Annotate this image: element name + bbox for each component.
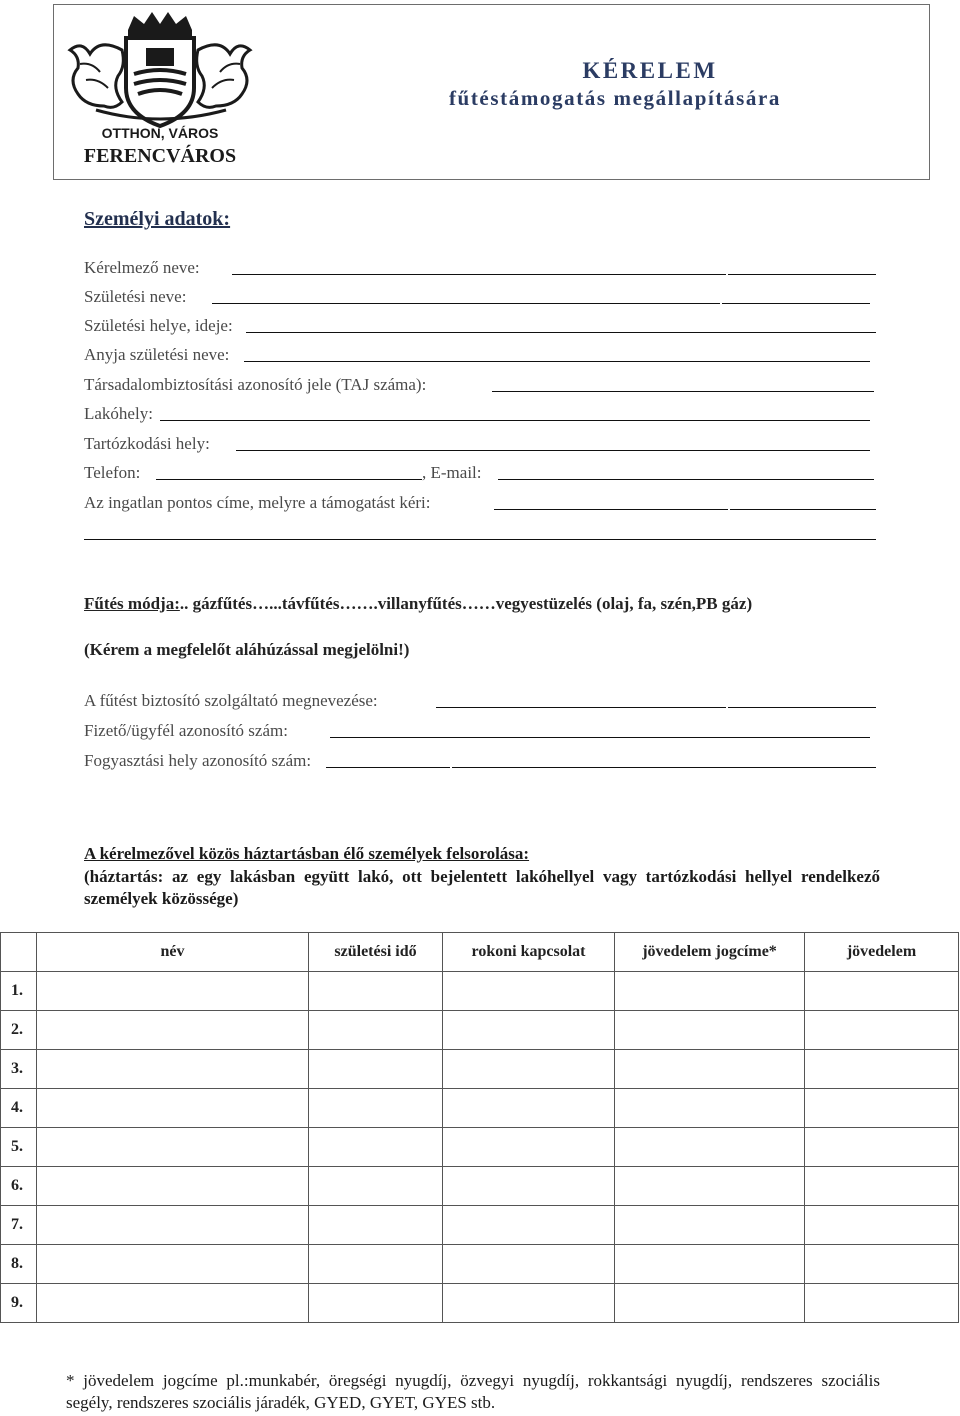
phone-label: Telefon:: [84, 463, 141, 482]
cell-income[interactable]: [805, 1128, 959, 1167]
birth-name-line[interactable]: [212, 303, 720, 304]
cell-relationship[interactable]: [443, 972, 615, 1011]
table-row: [1, 1089, 959, 1128]
cell-birth-date[interactable]: [309, 1128, 443, 1167]
cell-birth-date[interactable]: [309, 972, 443, 1011]
heating-type-label: Fűtés módja:: [84, 594, 180, 613]
cell-name[interactable]: [37, 1245, 309, 1284]
birth-name-line-2[interactable]: [722, 303, 870, 304]
table-row: [1, 1050, 959, 1089]
ferencvaros-coat-of-arms-logo: [56, 10, 271, 175]
row-number: 5.: [1, 1128, 37, 1167]
row-number: 6.: [1, 1167, 37, 1206]
svg-text:FERENCVÁROS: FERENCVÁROS: [83, 145, 237, 167]
cell-name[interactable]: [37, 1167, 309, 1206]
cell-relationship[interactable]: [443, 1050, 615, 1089]
temporary-residence-label: Tartózkodási hely:: [84, 434, 210, 453]
cell-income-type[interactable]: [615, 1284, 805, 1323]
email-line[interactable]: [498, 479, 874, 480]
applicant-name-label: Kérelmező neve:: [84, 258, 200, 277]
cell-birth-date[interactable]: [309, 1089, 443, 1128]
applicant-name-line-2[interactable]: [728, 274, 876, 275]
household-members-table: [0, 932, 959, 1323]
cell-relationship[interactable]: [443, 1284, 615, 1323]
heating-type-row: [84, 594, 752, 614]
taj-number-label: Társadalombiztosítási azonosító jele (TAJ száma):: [84, 375, 427, 394]
cell-income[interactable]: [805, 972, 959, 1011]
phone-line[interactable]: [156, 479, 422, 480]
cell-income-type[interactable]: [615, 1128, 805, 1167]
cell-name[interactable]: [37, 1128, 309, 1167]
cell-income-type[interactable]: [615, 1050, 805, 1089]
cell-income[interactable]: [805, 1245, 959, 1284]
row-number: 9.: [1, 1284, 37, 1323]
table-row: [1, 1128, 959, 1167]
row-number: 3.: [1, 1050, 37, 1089]
birth-place-date-line[interactable]: [246, 332, 876, 333]
cell-income-type[interactable]: [615, 972, 805, 1011]
cell-income-type[interactable]: [615, 1245, 805, 1284]
cell-name[interactable]: [37, 1011, 309, 1050]
document-subtitle: fűtéstámogatás megállapítására: [448, 86, 782, 110]
cell-birth-date[interactable]: [309, 1245, 443, 1284]
mother-name-line[interactable]: [244, 361, 870, 362]
residence-label: Lakóhely:: [84, 404, 153, 423]
birth-place-date-label: Születési helye, ideje:: [84, 316, 233, 335]
household-description: (háztartás: az egy lakásban együtt lakó, ott bejelentett lakóhellyel vagy tartózkodási hellyel rendelkező személyek közössége): [84, 867, 880, 908]
table-header-income-type: jövedelem jogcíme*: [615, 933, 805, 972]
cell-birth-date[interactable]: [309, 1050, 443, 1089]
table-row: [1, 1011, 959, 1050]
cell-relationship[interactable]: [443, 1128, 615, 1167]
svg-text:OTTHON, VÁROS: OTTHON, VÁROS: [101, 125, 219, 141]
heating-type-note: (Kérem a megfelelőt aláhúzással megjelölni!): [84, 640, 410, 659]
consumption-place-id-label: Fogyasztási hely azonosító szám:: [84, 751, 312, 770]
cell-relationship[interactable]: [443, 1206, 615, 1245]
heating-type-options[interactable]: .. gázfűtés…...távfűtés…….villanyfűtés……vegyestüzelés (olaj, fa, szén,PB gáz): [179, 594, 753, 613]
taj-number-line[interactable]: [492, 391, 874, 392]
table-row: [1, 1245, 959, 1284]
cell-name[interactable]: [37, 1089, 309, 1128]
row-number: 4.: [1, 1089, 37, 1128]
cell-name[interactable]: [37, 1206, 309, 1245]
cell-birth-date[interactable]: [309, 1284, 443, 1323]
birth-name-label: Születési neve:: [84, 287, 187, 306]
cell-income-type[interactable]: [615, 1011, 805, 1050]
cell-relationship[interactable]: [443, 1089, 615, 1128]
property-address-label: Az ingatlan pontos címe, melyre a támogatást kéri:: [84, 493, 431, 512]
payer-id-label: Fizető/ügyfél azonosító szám:: [84, 721, 288, 740]
cell-income[interactable]: [805, 1089, 959, 1128]
cell-birth-date[interactable]: [309, 1206, 443, 1245]
cell-income-type[interactable]: [615, 1206, 805, 1245]
cell-birth-date[interactable]: [309, 1011, 443, 1050]
cell-name[interactable]: [37, 972, 309, 1011]
table-header-birth-date: születési idő: [309, 933, 443, 972]
row-number: 8.: [1, 1245, 37, 1284]
row-number: 7.: [1, 1206, 37, 1245]
consumption-place-id-line[interactable]: [326, 767, 450, 768]
cell-income[interactable]: [805, 1206, 959, 1245]
table-row: [1, 1284, 959, 1323]
personal-data-heading: Személyi adatok:: [84, 208, 231, 230]
table-header-row: [1, 933, 959, 972]
household-heading: A kérelmezővel közös háztartásban élő személyek felsorolása:: [84, 844, 530, 863]
cell-income-type[interactable]: [615, 1167, 805, 1206]
table-header-number: [1, 933, 37, 972]
cell-income[interactable]: [805, 1284, 959, 1323]
table-header-relationship: rokoni kapcsolat: [443, 933, 615, 972]
payer-id-line[interactable]: [330, 737, 870, 738]
temporary-residence-line[interactable]: [236, 450, 870, 451]
cell-birth-date[interactable]: [309, 1167, 443, 1206]
cell-income-type[interactable]: [615, 1089, 805, 1128]
property-address-line[interactable]: [494, 509, 728, 510]
cell-relationship[interactable]: [443, 1245, 615, 1284]
provider-name-label: A fűtést biztosító szolgáltató megnevezése:: [84, 691, 378, 710]
cell-relationship[interactable]: [443, 1011, 615, 1050]
cell-income[interactable]: [805, 1011, 959, 1050]
property-address-line-3[interactable]: [84, 539, 876, 540]
row-number: 1.: [1, 972, 37, 1011]
residence-line[interactable]: [160, 420, 870, 421]
consumption-place-id-line-2[interactable]: [452, 767, 876, 768]
email-label: , E-mail:: [422, 463, 482, 482]
table-header-income: jövedelem: [805, 933, 959, 972]
income-type-footnote: * jövedelem jogcíme pl.:munkabér, öregségi nyugdíj, özvegyi nyugdíj, rokkantsági nyugdíj, rendszeres szociális segély, rendszeres szociális járadék, GYED, GYET, GYES stb.: [66, 1371, 880, 1412]
cell-income[interactable]: [805, 1050, 959, 1089]
table-row: [1, 972, 959, 1011]
cell-relationship[interactable]: [443, 1167, 615, 1206]
document-title: KÉRELEM: [582, 58, 718, 83]
mother-name-label: Anyja születési neve:: [84, 345, 230, 364]
provider-name-line-2[interactable]: [728, 707, 876, 708]
property-address-line-2[interactable]: [730, 509, 876, 510]
cell-income[interactable]: [805, 1167, 959, 1206]
applicant-name-line[interactable]: [232, 274, 726, 275]
cell-name[interactable]: [37, 1284, 309, 1323]
table-row: [1, 1167, 959, 1206]
cell-name[interactable]: [37, 1050, 309, 1089]
table-row: [1, 1206, 959, 1245]
table-header-name: név: [37, 933, 309, 972]
provider-name-line[interactable]: [436, 707, 726, 708]
row-number: 2.: [1, 1011, 37, 1050]
